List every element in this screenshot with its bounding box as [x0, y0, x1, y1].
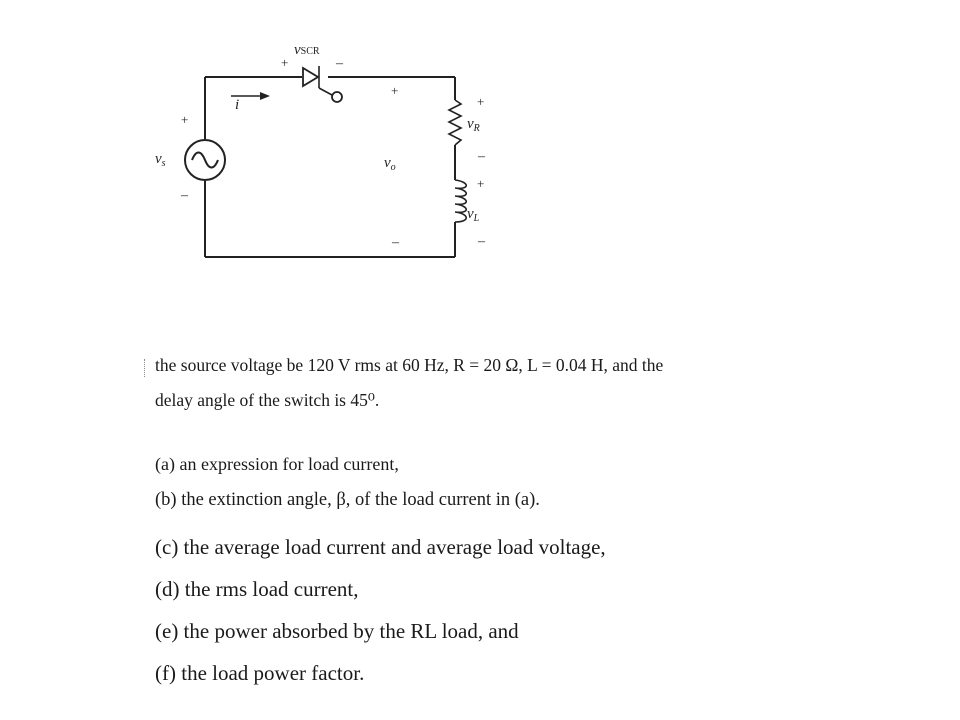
vo-label: $v_o$: [384, 155, 396, 173]
question-a: (a) an expression for load current,: [155, 454, 399, 474]
resistor-icon: [449, 100, 461, 145]
vl-plus: +: [477, 176, 485, 191]
question-c: (c) the average load current and average load voltage,: [155, 535, 606, 559]
inductor-icon: [455, 180, 466, 222]
question-b: (b) the extinction angle, β, of the load current in (a).: [155, 490, 540, 510]
vs-label: $v_s$: [155, 151, 166, 169]
vl-label: $v_L$: [467, 206, 480, 224]
vr-label: $v_R$: [467, 116, 480, 134]
current-label: i: [235, 97, 240, 113]
scr-thyristor-icon: [303, 66, 342, 102]
question-d: (d) the rms load current,: [155, 577, 359, 601]
vscr-plus: +: [281, 55, 289, 70]
circuit-wires: [205, 77, 455, 257]
problem-line-1: the source voltage be 120 V rms at 60 Hz, R = 20 Ω, L = 0.04 H, and the: [155, 355, 664, 375]
problem-line-2: delay angle of the switch is 45⁰.: [155, 390, 380, 410]
vs-plus: +: [181, 112, 189, 127]
vr-plus: +: [477, 94, 485, 109]
vs-minus: –: [181, 188, 188, 203]
vscr-minus: –: [336, 56, 343, 71]
question-f: (f) the load power factor.: [155, 661, 365, 685]
vo-minus: –: [392, 235, 399, 250]
ac-source-icon: [185, 140, 225, 180]
vr-minus: –: [478, 149, 485, 164]
vscr-label: vSCR: [294, 42, 320, 58]
cursor-mark: [144, 359, 146, 377]
circuit-diagram: [0, 0, 960, 300]
vo-plus: +: [391, 83, 399, 98]
question-e: (e) the power absorbed by the RL load, and: [155, 619, 519, 643]
vl-minus: –: [478, 234, 485, 249]
